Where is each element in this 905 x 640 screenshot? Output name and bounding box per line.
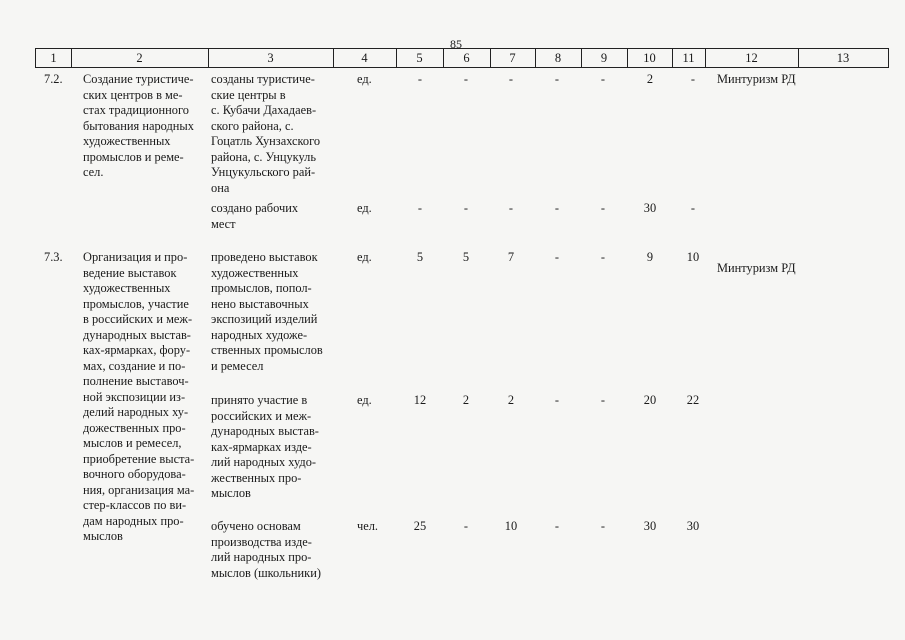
activity-name-line: Создание туристиче- [83,72,194,86]
indicator-line: производства изде- [211,534,312,549]
indicator-line: ские центры в [211,87,286,102]
activity-name-line: дународных выстав- [83,327,191,342]
activity-name-line: дожественных про- [83,420,186,435]
header-col-3: 3 [267,51,274,65]
header-col-9: 9 [600,51,608,65]
indicator-line: создано рабочих [211,201,299,215]
activity-name-line: мыслов [83,529,123,543]
value-cell: - [554,201,560,215]
activity-name-line: художественных [83,281,171,295]
activity-name-line: ских центров в ме- [83,87,183,102]
header-col-1: 1 [50,51,57,65]
value-cell: 5 [416,250,424,264]
header-col-5: 5 [416,51,423,65]
unit: ед. [357,72,372,86]
indicator-line: ственных промыслов [211,343,323,357]
activity-name-line: Организация и про- [83,250,188,264]
value-cell: 9 [646,250,654,264]
header-col-7: 7 [509,51,516,65]
activity-name-line: делий народных ху- [83,405,189,419]
header-col-10: 10 [643,51,656,65]
value-cell: 2 [507,393,515,407]
indicator-line: мыслов (школьники) [211,565,321,580]
unit: ед. [357,250,372,264]
value-cell: - [600,72,606,86]
value-cell: 2 [646,72,654,86]
header-col-12: 12 [745,51,758,65]
indicator-line: экспозиций изделий [211,312,318,326]
indicator-line: с. Кубачи Дахадаев- [211,103,317,117]
activity-name-line: приобретение выста- [83,451,195,466]
page-number: 85 [450,37,462,51]
value-cell: 22 [686,393,700,407]
indicator-line: района, с. Унцукуль [211,149,317,164]
header-col-11: 11 [682,51,695,65]
activity-name-line: промыслов, участие [83,296,189,311]
value-cell: - [600,250,606,264]
activity-name-line: бытования народных [83,118,194,133]
indicator-line: российских и меж- [211,408,312,423]
header-col-8: 8 [554,51,562,65]
indicator-line: ского района, с. [211,118,294,133]
value-cell: - [600,393,606,407]
activity-name-line: ведение выставок [83,265,177,280]
activity-name-line: ния, организация ма- [83,482,195,497]
indicator-line: и ремесел [211,358,264,373]
indicator-line: обучено основам [211,519,301,533]
activity-name-line: сел. [83,165,104,179]
activity-name-line: стер-классов по ви- [83,498,187,512]
header-col-6: 6 [463,51,470,65]
indicator-line: Унцукульского рай- [211,165,316,179]
activity-name-line: в российских и меж- [83,312,193,326]
activity-name-line: ках-ярмарках, фору- [83,343,191,357]
value-cell: - [463,72,469,86]
activity-name-line: художественных [83,134,171,148]
activity-name-line: ной экспозиции из- [83,389,186,404]
indicator-line: художественных [211,265,299,280]
row-number: 7.3. [44,250,63,264]
activity-name-line: вочного оборудова- [83,467,186,481]
table-header-row [35,48,889,68]
unit: ед. [357,393,372,407]
value-cell: 12 [413,393,427,407]
value-cell: 5 [462,250,470,264]
value-cell: 7 [507,250,515,264]
indicator-line: жественных про- [211,470,302,485]
header-col-4: 4 [361,51,368,65]
value-cell: - [600,201,606,215]
indicator-line: народных художе- [211,327,308,342]
value-cell: 30 [643,201,657,215]
value-cell: 20 [643,393,657,407]
unit: чел. [357,519,379,533]
indicator-line: ках-ярмарках изде- [211,439,312,454]
indicator-line: принято участие в [211,393,308,407]
value-cell: - [600,519,606,533]
value-cell: 30 [686,519,700,533]
header-col-13: 13 [836,51,850,65]
activity-name-line: полнение выставоч- [83,374,189,388]
indicator-line: Гоцатль Хунзахского [211,134,321,148]
value-cell: - [690,72,696,86]
activity-name-line: стах традиционного [83,103,189,117]
value-cell: 25 [413,519,427,533]
value-cell: - [554,393,560,407]
row-number: 7.2. [44,72,63,86]
activity-name-line: мыслов и ремесел, [83,436,182,450]
indicator-line: мест [211,216,236,231]
value-cell: - [690,201,696,215]
value-cell: - [508,72,514,86]
value-cell: - [554,72,560,86]
indicator-line: лий народных худо- [211,455,317,469]
unit: ед. [357,201,372,215]
indicator-line: проведено выставок [211,250,318,264]
activity-name-line: мах, создание и по- [83,358,186,373]
value-cell: - [554,250,560,264]
value-cell: 10 [504,519,518,533]
value-cell: - [417,201,423,215]
indicator-line: созданы туристиче- [211,72,315,86]
header-col-2: 2 [136,51,143,65]
executor: Минтуризм РД [717,72,796,86]
indicator-line: нено выставочных [211,296,309,311]
value-cell: - [463,519,469,533]
value-cell: - [508,201,514,215]
indicator-line: дународных выстав- [211,424,319,438]
activity-name-line: дам народных про- [83,513,184,528]
value-cell: - [554,519,560,533]
value-cell: 10 [686,250,700,264]
value-cell: - [463,201,469,215]
activity-name-line: промыслов и реме- [83,149,184,164]
indicator-line: промыслов, попол- [211,281,312,295]
value-cell: 2 [462,393,470,407]
indicator-line: она [211,180,230,195]
value-cell: 30 [643,519,657,533]
executor: Минтуризм РД [717,261,796,275]
value-cell: - [417,72,423,86]
indicator-line: мыслов [211,486,251,500]
indicator-line: лий народных про- [211,550,312,564]
